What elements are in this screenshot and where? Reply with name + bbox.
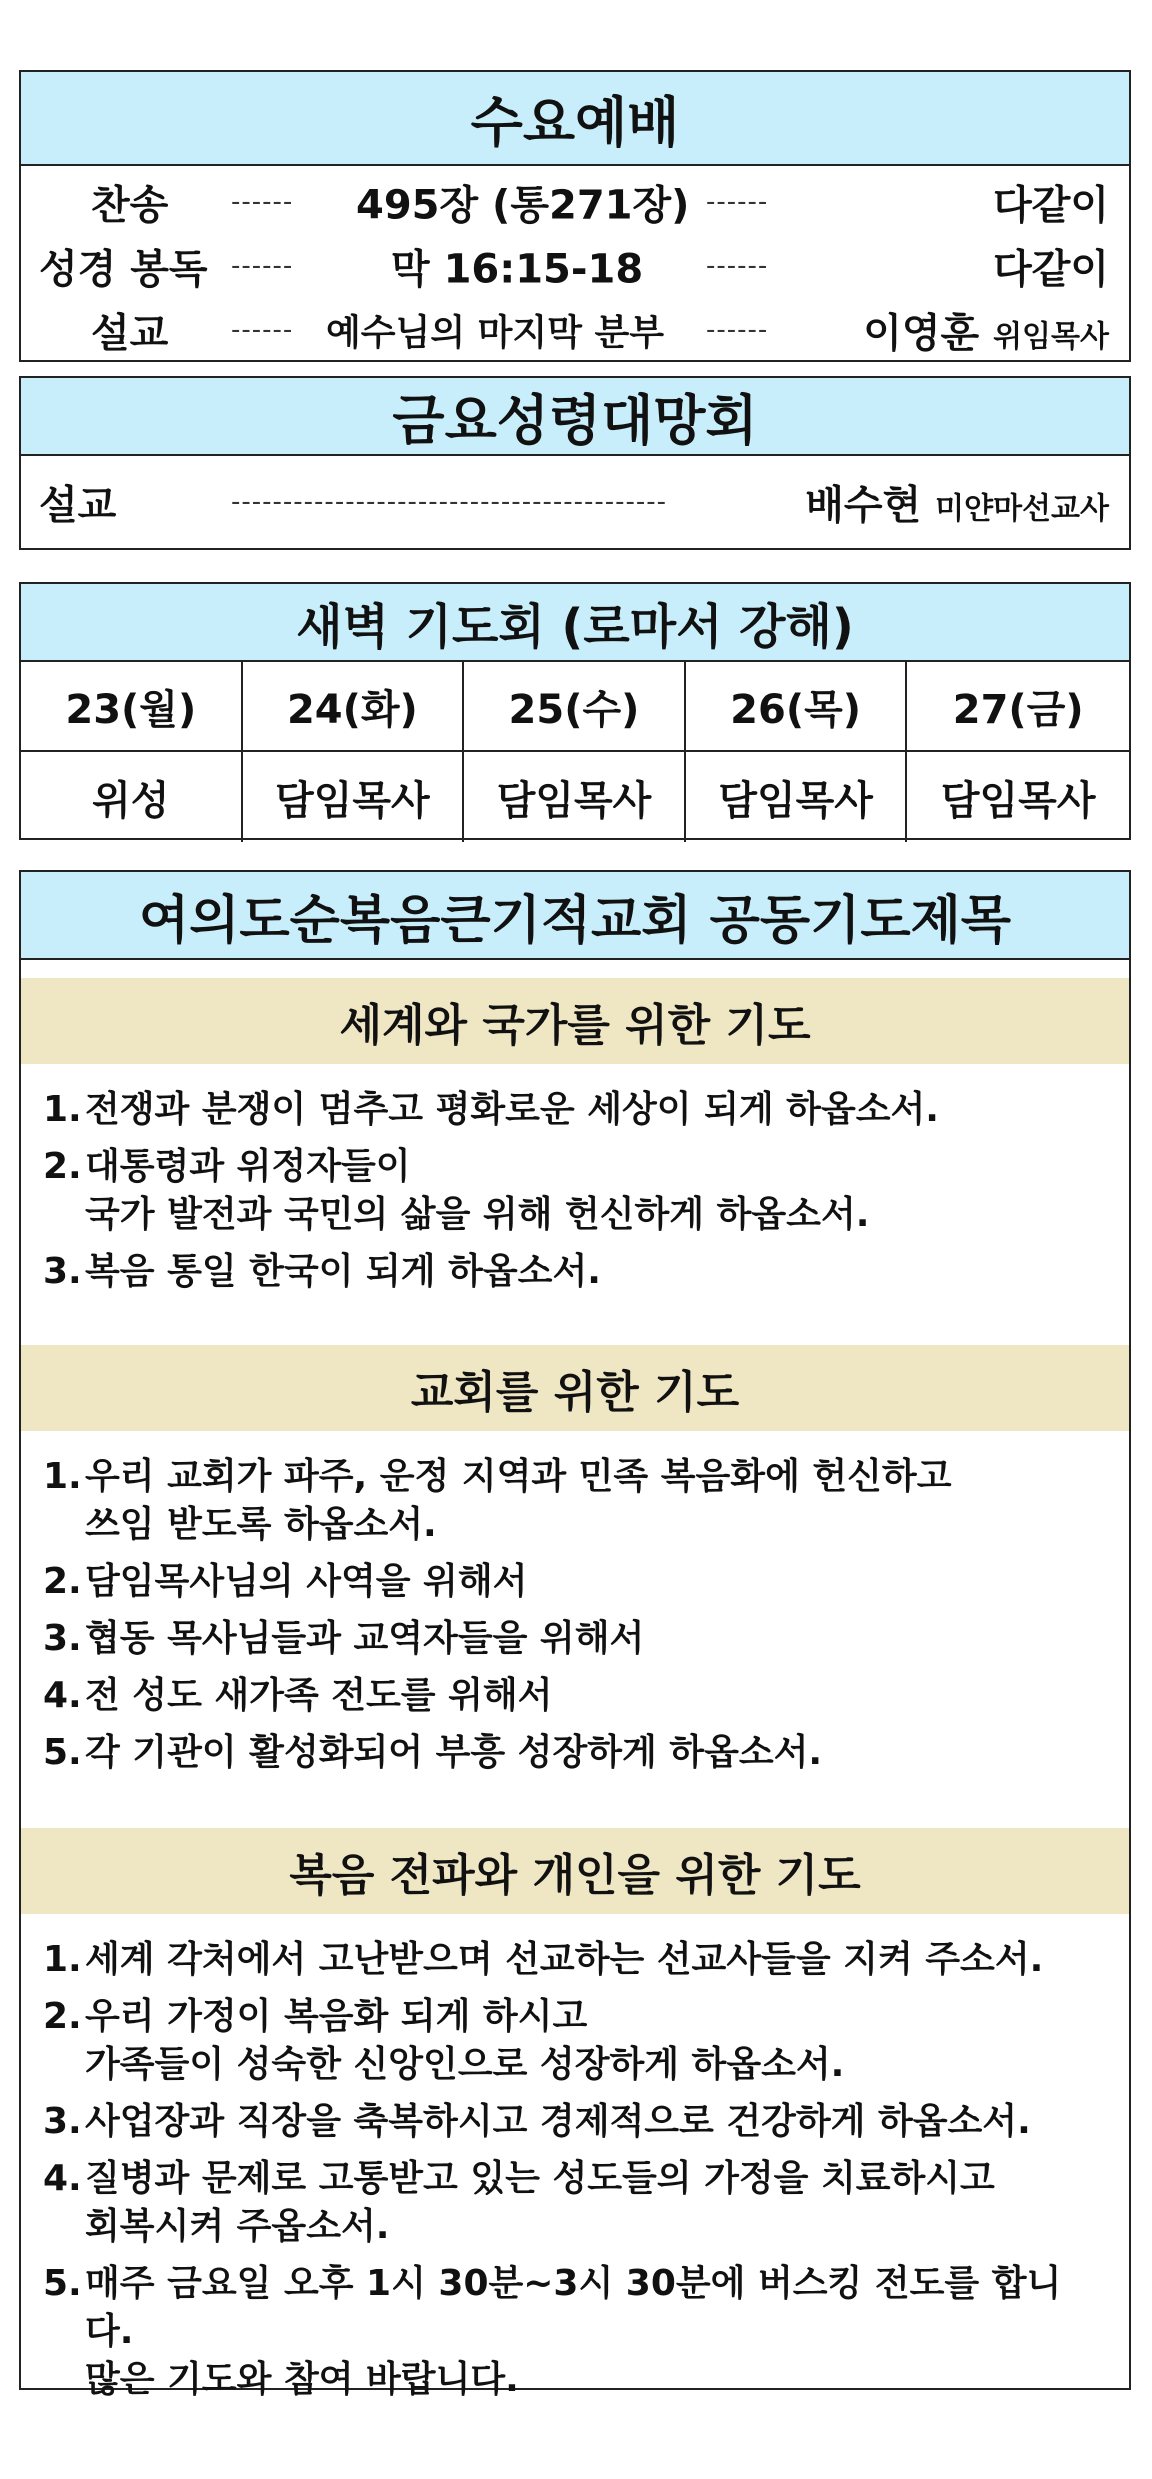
list-item xyxy=(43,2098,1109,2146)
section-title: 복음 전파와 개인을 위한 기도 xyxy=(21,1828,1129,1914)
friday-service-title: 금요성령대망회 xyxy=(21,378,1129,456)
list-item xyxy=(43,1729,1109,1777)
preacher-title: 위임목사 xyxy=(993,319,1109,355)
item-number: 2. xyxy=(43,1996,82,2037)
row-label: 설교 xyxy=(39,482,117,529)
section-title: 세계와 국가를 위한 기도 xyxy=(21,978,1129,1064)
item-line: 전쟁과 분쟁이 멈추고 평화로운 세상이 되게 하옵소서. xyxy=(85,1089,939,1130)
section-items xyxy=(21,1431,1129,1804)
item-number: 5. xyxy=(43,1732,82,1773)
prayer-topics-title: 여의도순복음큰기적교회 공동기도제목 xyxy=(21,872,1129,960)
item-line: 사업장과 직장을 축복하시고 경제적으로 건강하게 하옵소서. xyxy=(85,2101,1031,2142)
leader-cell: 담임목사 xyxy=(464,752,686,842)
row-center: 495장 (통271장) xyxy=(356,182,690,229)
item-text xyxy=(85,1558,1109,1606)
list-item xyxy=(43,1143,1109,1239)
row-right: 다같이 xyxy=(993,182,1109,229)
day-cell: 25(수) xyxy=(464,662,686,752)
row-label: 성경 봉독 xyxy=(39,246,208,293)
item-line: 세계 각처에서 고난받으며 선교하는 선교사들을 지켜 주소서. xyxy=(85,1939,1044,1980)
prayer-section-gospel xyxy=(21,1828,1129,2431)
item-text xyxy=(85,2098,1109,2146)
row-dash: ------ xyxy=(706,315,769,345)
preacher-name: 이영훈 xyxy=(863,310,980,357)
hymn-row xyxy=(21,170,1129,234)
row-label: 설교 xyxy=(91,310,169,357)
list-item xyxy=(43,2155,1109,2251)
preacher xyxy=(863,302,1109,359)
item-text xyxy=(85,1729,1109,1777)
day-cell: 27(금) xyxy=(907,662,1129,752)
friday-sermon-row xyxy=(21,456,1129,548)
section-title: 교회를 위한 기도 xyxy=(21,1345,1129,1431)
item-line: 우리 가정이 복음화 되게 하시고 xyxy=(85,1996,588,2037)
item-line: 복음 통일 한국이 되게 하옵소서. xyxy=(85,1251,601,1292)
item-text xyxy=(85,1936,1109,1984)
leader-cell: 담임목사 xyxy=(686,752,908,842)
item-line: 전 성도 새가족 전도를 위해서 xyxy=(85,1675,553,1716)
list-item xyxy=(43,1672,1109,1720)
dawn-prayer-schedule xyxy=(21,662,1129,842)
item-number: 3. xyxy=(43,2101,82,2142)
list-item xyxy=(43,1453,1109,1549)
row-center: 예수님의 마지막 분부 xyxy=(326,312,665,354)
item-text xyxy=(85,1086,1109,1134)
item-line: 매주 금요일 오후 1시 30분~3시 30분에 버스킹 전도를 합니다. xyxy=(85,2263,1062,2352)
item-text xyxy=(85,1615,1109,1663)
list-item xyxy=(43,1558,1109,1606)
prayer-section-nation xyxy=(21,978,1129,1323)
row-dash: ------ xyxy=(231,251,294,281)
scripture-row xyxy=(21,234,1129,298)
dawn-prayer-box xyxy=(19,582,1131,840)
item-line: 국가 발전과 국민의 삶을 위해 헌신하게 하옵소서. xyxy=(85,1194,870,1235)
item-text xyxy=(85,1993,1109,2089)
item-text xyxy=(85,1248,1109,1296)
friday-service-box xyxy=(19,376,1131,550)
item-number: 3. xyxy=(43,1251,82,1292)
friday-preacher xyxy=(805,474,1109,531)
item-line: 각 기관이 활성화되어 부흥 성장하게 하옵소서. xyxy=(85,1732,823,1773)
leader-cell: 담임목사 xyxy=(940,777,1096,824)
list-item xyxy=(43,1248,1109,1296)
item-line: 회복시켜 주옵소서. xyxy=(85,2206,390,2247)
item-number: 4. xyxy=(43,2158,82,2199)
item-number: 5. xyxy=(43,2263,82,2304)
item-text xyxy=(85,1453,1109,1549)
sermon-row xyxy=(21,298,1129,362)
day-cell: 26(목) xyxy=(686,662,908,752)
leader-cell: 담임목사 xyxy=(243,752,465,842)
item-line: 담임목사님의 사역을 위해서 xyxy=(85,1561,528,1602)
wednesday-service-title: 수요예배 xyxy=(21,72,1129,166)
item-line: 우리 교회가 파주, 운정 지역과 민족 복음화에 헌신하고 xyxy=(85,1456,952,1497)
item-number: 4. xyxy=(43,1675,82,1716)
row-dash: ------ xyxy=(231,315,294,345)
row-dash: ------ xyxy=(231,187,294,217)
row-label: 찬송 xyxy=(91,182,169,229)
wednesday-service-box xyxy=(19,70,1131,362)
item-line: 질병과 문제로 고통받고 있는 성도들의 가정을 치료하시고 xyxy=(85,2158,995,2199)
item-line: 협동 목사님들과 교역자들을 위해서 xyxy=(85,1618,645,1659)
list-item xyxy=(43,1615,1109,1663)
row-dash: ------------------------------------------ xyxy=(231,487,668,517)
list-item xyxy=(43,1086,1109,1134)
item-text xyxy=(85,1143,1109,1239)
item-number: 1. xyxy=(43,1089,82,1130)
item-text xyxy=(85,2155,1109,2251)
item-number: 1. xyxy=(43,1456,82,1497)
item-text xyxy=(85,2260,1109,2404)
item-line: 많은 기도와 참여 바랍니다. xyxy=(85,2359,519,2400)
prayer-section-church xyxy=(21,1345,1129,1804)
day-cell: 24(화) xyxy=(243,662,465,752)
item-line: 대통령과 위정자들이 xyxy=(85,1146,411,1187)
list-item xyxy=(43,2260,1109,2404)
row-dash: ------ xyxy=(706,251,769,281)
list-item xyxy=(43,1993,1109,2089)
item-text xyxy=(85,1672,1109,1720)
item-number: 2. xyxy=(43,1146,82,1187)
preacher-title: 미얀마선교사 xyxy=(935,491,1109,527)
leader-cell: 위성 xyxy=(21,752,243,842)
row-dash: ------ xyxy=(706,187,769,217)
dawn-prayer-title: 새벽 기도회 (로마서 강해) xyxy=(21,584,1129,662)
list-item xyxy=(43,1936,1109,1984)
prayer-topics-box xyxy=(19,870,1131,2400)
preacher-name: 배수현 xyxy=(805,482,922,529)
item-number: 3. xyxy=(43,1618,82,1659)
item-number: 2. xyxy=(43,1561,82,1602)
item-line: 쓰임 받도록 하옵소서. xyxy=(85,1504,437,1545)
item-number: 1. xyxy=(43,1939,82,1980)
row-right: 다같이 xyxy=(993,246,1109,293)
row-center: 막 16:15-18 xyxy=(391,246,644,293)
day-cell: 23(월) xyxy=(21,662,243,752)
section-items xyxy=(21,1914,1129,2431)
section-items xyxy=(21,1064,1129,1323)
item-line: 가족들이 성숙한 신앙인으로 성장하게 하옵소서. xyxy=(85,2044,845,2085)
